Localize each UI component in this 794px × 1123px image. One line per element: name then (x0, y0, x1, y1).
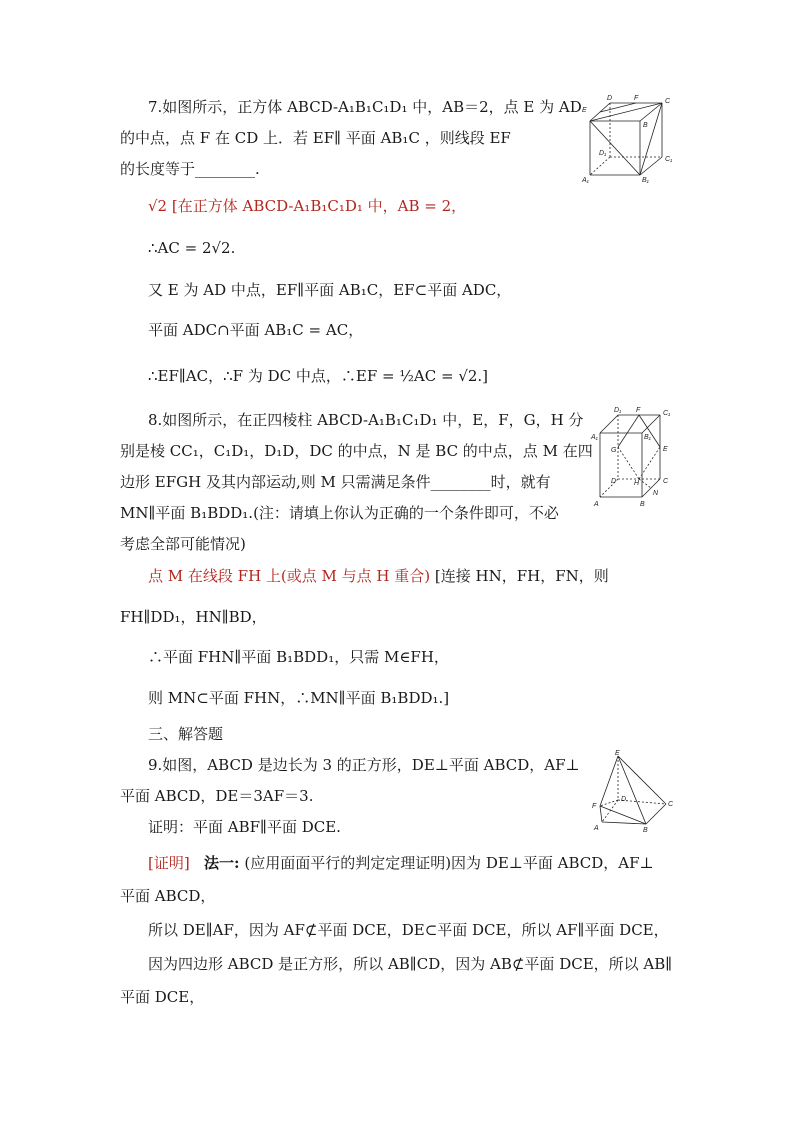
q7-answer-line5: ∴EF∥AC，∴F 为 DC 中点，∴EF = ½AC = √2.] (148, 367, 489, 385)
q8-fig-label-g: G (611, 447, 617, 454)
q8-fig-label-e: E (663, 446, 668, 453)
q9-solid-figure (588, 750, 678, 834)
q8-fig-label-a: A (594, 501, 599, 508)
q7-fig-label-a1: A₁ (582, 177, 589, 184)
q8-line3: 边形 EFGH 及其内部运动,则 M 只需满足条件________时，就有 (120, 473, 551, 491)
q8-fig-label-a1: A₁ (591, 434, 598, 441)
q9-proof-line4: 因为四边形 ABCD 是正方形，所以 AB∥CD，因为 AB⊄平面 DCE，所以 AB∥ (148, 955, 673, 973)
q7-fig-label-b: B (643, 122, 648, 129)
section-heading: 三、解答题 (148, 725, 224, 743)
q7-line1: 7.如图所示，正方体 ABCD-A₁B₁C₁D₁ 中，AB＝2，点 E 为 AD (148, 98, 582, 116)
q7-line3: 的长度等于________. (120, 160, 260, 178)
q8-line5: 考虑全部可能情况) (120, 535, 246, 553)
q7-fig-label-c: C (665, 98, 671, 105)
q7-answer-line2: ∴AC = 2√2. (148, 239, 236, 257)
q9-proof-line5: 平面 DCE， (120, 988, 205, 1006)
q9-fig-label-e: E (615, 750, 620, 757)
q8-answer-line2: FH∥DD₁，HN∥BD， (120, 608, 267, 626)
q7-fig-label-d: D (607, 95, 613, 102)
q7-fig-label-e: E (582, 107, 587, 114)
q8-fig-label-b: B (640, 501, 645, 508)
q8-answer-red: 点 M 在线段 FH 上(或点 M 与点 H 重合) (148, 567, 431, 585)
q7-answer-line1: √2 [在正方体 ABCD-A₁B₁C₁D₁ 中，AB = 2， (148, 197, 467, 215)
q8-answer-line3: ∴平面 FHN∥平面 B₁BDD₁，只需 M∈FH， (148, 648, 449, 666)
q8-fig-label-b1: B₁ (644, 434, 651, 441)
q8-answer-line1 (148, 566, 609, 586)
q9-fig-label-f: F (592, 803, 597, 810)
q9-fig-label-c: C (668, 801, 674, 808)
q8-answer-line4: 则 MN⊂平面 FHN，∴MN∥平面 B₁BDD₁.] (148, 689, 450, 707)
q8-fig-label-d1: D₁ (614, 407, 622, 414)
q9-line1: 9.如图，ABCD 是边长为 3 的正方形，DE⊥平面 ABCD，AF⊥ (148, 756, 580, 774)
method-label: 法一: (204, 854, 240, 872)
q7-fig-label-d1: D₁ (599, 150, 607, 157)
q9-line3: 证明：平面 ABF∥平面 DCE. (148, 818, 341, 836)
q8-fig-label-c1: C₁ (663, 410, 671, 417)
q7-fig-label-c1: C₁ (665, 156, 673, 163)
q7-fig-label-f: F (634, 95, 639, 102)
q8-line1: 8.如图所示，在正四棱柱 ABCD-A₁B₁C₁D₁ 中，E，F，G，H 分 (148, 411, 584, 429)
q9-proof-line3: 所以 DE∥AF，因为 AF⊄平面 DCE，DE⊂平面 DCE，所以 AF∥平面 DCE， (148, 921, 669, 939)
q7-answer-line3: 又 E 为 AD 中点，EF∥平面 AB₁C，EF⊂平面 ADC， (148, 281, 512, 299)
q9-proof-line1 (148, 853, 654, 873)
q7-cube-figure (580, 93, 680, 185)
q8-answer-rest: [连接 HN，FH，FN，则 (430, 567, 609, 585)
q8-prism-figure (590, 405, 680, 515)
q8-fig-label-f: F (636, 407, 641, 414)
q9-proof-line2: 平面 ABCD， (120, 887, 216, 905)
q8-fig-label-c: C (663, 478, 669, 485)
q7-fig-label-b1: B₁ (642, 177, 649, 184)
q7-answer-line4: 平面 ADC∩平面 AB₁C = AC， (148, 321, 364, 339)
q8-fig-label-n: N (653, 490, 659, 497)
q8-fig-label-d: D (611, 478, 617, 485)
q9-fig-label-b: B (643, 827, 648, 834)
q9-fig-label-a: A (594, 825, 599, 832)
q8-fig-label-h: H (634, 480, 640, 487)
proof-tag: [证明] (148, 854, 190, 872)
q8-line2: 别是棱 CC₁，C₁D₁，D₁D，DC 的中点，N 是 BC 的中点，点 M 在四 (120, 442, 593, 460)
q9-line2: 平面 ABCD，DE＝3AF＝3. (120, 787, 314, 805)
q8-line4: MN∥平面 B₁BDD₁.(注：请填上你认为正确的一个条件即可，不必 (120, 504, 559, 522)
q9-fig-label-d: D (621, 796, 627, 803)
q9-proof-line1-rest: (应用面面平行的判定定理证明)因为 DE⊥平面 ABCD，AF⊥ (239, 854, 654, 872)
q7-line2: 的中点，点 F 在 CD 上．若 EF∥ 平面 AB₁C ，则线段 EF (120, 129, 511, 147)
